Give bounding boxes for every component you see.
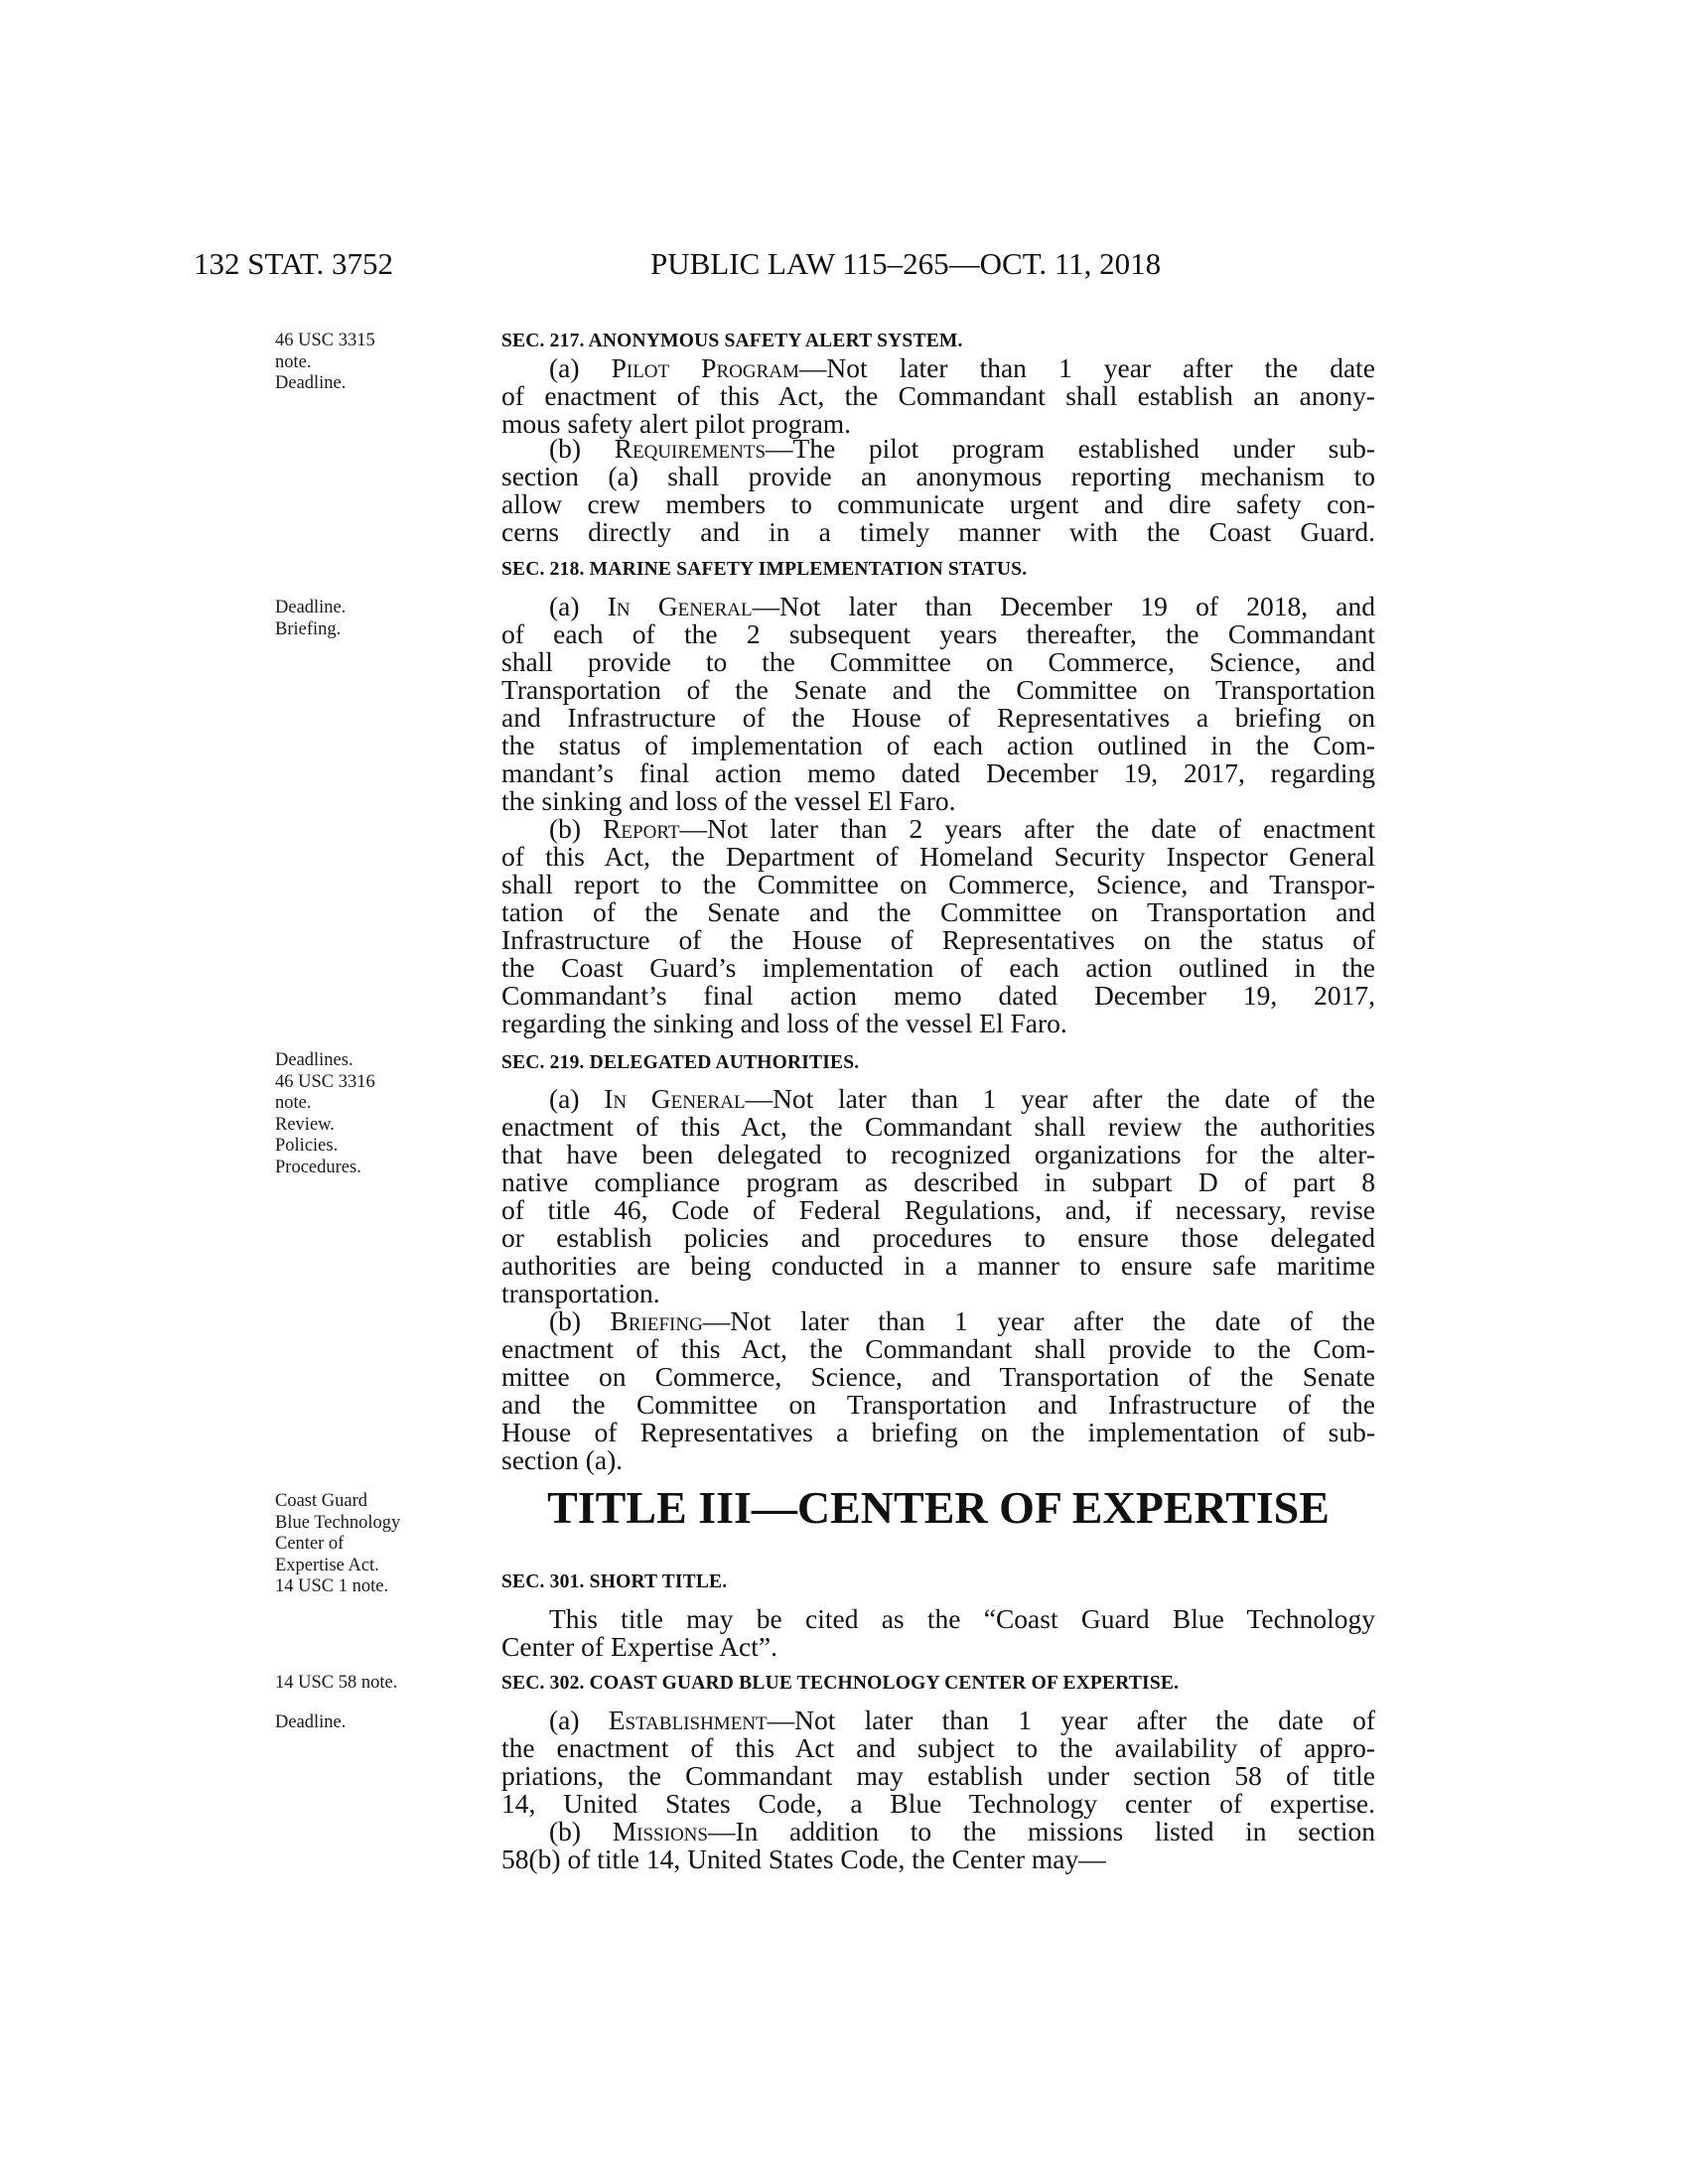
paragraph-line: Commandant’s final action memo dated December 19, 2017, (501, 980, 1375, 1011)
section-heading-218: SEC. 218. MARINE SAFETY IMPLEMENTATION STATUS. (501, 559, 1028, 580)
margin-note-line: Deadlines. (275, 1050, 353, 1070)
margin-note-line: Blue Technology (275, 1512, 401, 1533)
paragraph-line: regarding the sinking and loss of the vessel El Faro. (501, 1008, 1067, 1038)
paragraph-line: Transportation of the Senate and the Committee on Transportation (501, 674, 1375, 705)
paragraph-line: 14, United States Code, a Blue Technology center of expertise. (501, 1788, 1375, 1819)
paragraph-line: This title may be cited as the “Coast Guard Blue Technology (549, 1603, 1375, 1634)
paragraph-line: native compliance program as described in subpart D of part 8 (501, 1166, 1375, 1197)
paragraph-218a (501, 593, 1375, 815)
section-heading-219: SEC. 219. DELEGATED AUTHORITIES. (501, 1052, 860, 1073)
paragraph-line: and Infrastructure of the House of Representatives a briefing on (501, 702, 1375, 733)
paragraph-line: (a) In General—Not later than 1 year after the date of the (549, 1083, 1375, 1114)
paragraph-line: of title 46, Code of Federal Regulations, and, if necessary, revise (501, 1194, 1375, 1225)
paragraph-302b (501, 1818, 1375, 1873)
paragraph-line: and the Committee on Transportation and Infrastructure of the (501, 1389, 1375, 1420)
paragraph-219b (501, 1307, 1375, 1474)
paragraph-line: authorities are being conducted in a manner to ensure safe maritime (501, 1250, 1375, 1281)
paragraph-217a (501, 354, 1375, 438)
paragraph-line: priations, the Commandant may establish under section 58 of title (501, 1760, 1375, 1791)
margin-note-line: Center of (275, 1534, 345, 1554)
margin-note-line: 14 USC 1 note. (275, 1576, 389, 1596)
margin-note-line: note. (275, 1093, 312, 1113)
margin-note-line: Expertise Act. (275, 1555, 379, 1575)
paragraph-line: (b) Requirements—The pilot program established under sub- (549, 433, 1375, 464)
paragraph-line: that have been delegated to recognized organizations for the alter- (501, 1139, 1375, 1169)
paragraph-line: of each of the 2 subsequent years thereafter, the Commandant (501, 618, 1375, 649)
margin-note-line: note. (275, 351, 312, 372)
paragraph-301 (501, 1605, 1375, 1661)
paragraph-302a (501, 1706, 1375, 1818)
margin-note-line: 46 USC 3316 (275, 1071, 375, 1092)
margin-note-title3 (275, 1491, 469, 1598)
paragraph-line: of enactment of this Act, the Commandant shall establish an anony- (501, 380, 1375, 411)
margin-note-line: Procedures. (275, 1157, 361, 1177)
paragraph-219a (501, 1085, 1375, 1307)
public-law-citation: PUBLIC LAW 115–265—OCT. 11, 2018 (650, 246, 1162, 281)
paragraph-line: (a) Pilot Program—Not later than 1 year after the date (549, 352, 1375, 383)
paragraph-line: mous safety alert pilot program. (501, 408, 852, 439)
paragraph-line: (b) Report—Not later than 2 years after the date of enactment (549, 813, 1375, 844)
paragraph-line: mittee on Commerce, Science, and Transportation of the Senate (501, 1361, 1375, 1392)
paragraph-line: House of Representatives a briefing on the implementation of sub- (501, 1417, 1375, 1447)
margin-note-line: Briefing. (275, 618, 342, 639)
margin-note-sec218 (275, 598, 469, 640)
paragraph-line: the enactment of this Act and subject to the availability of appro- (501, 1732, 1375, 1763)
paragraph-line: shall report to the Committee on Commerce, Science, and Transpor- (501, 869, 1375, 899)
paragraph-line: (a) In General—Not later than December 19 of 2018, and (549, 591, 1375, 621)
section-heading-217: SEC. 217. ANONYMOUS SAFETY ALERT SYSTEM. (501, 331, 963, 351)
paragraph-line: shall provide to the Committee on Commerce, Science, and (501, 646, 1375, 677)
margin-note-sec217 (275, 331, 469, 395)
paragraph-218b (501, 815, 1375, 1037)
title-heading: TITLE III—CENTER OF EXPERTISE (547, 1482, 1330, 1533)
margin-note-sec302a (275, 1712, 469, 1734)
paragraph-line: tation of the Senate and the Committee on Transportation and (501, 896, 1375, 927)
paragraph-line: mandant’s final action memo dated December 19, 2017, regarding (501, 757, 1375, 788)
paragraph-line: section (a). (501, 1444, 624, 1475)
margin-note-line: Review. (275, 1114, 335, 1135)
paragraph-line: transportation. (501, 1278, 660, 1308)
paragraph-line: (b) Briefing—Not later than 1 year after the date of the (549, 1305, 1375, 1336)
paragraph-line: of this Act, the Department of Homeland Security Inspector General (501, 841, 1375, 872)
margin-note-line: Coast Guard (275, 1491, 367, 1511)
paragraph-line: (b) Missions—In addition to the missions listed in section (549, 1816, 1375, 1846)
margin-note-sec302 (275, 1673, 469, 1695)
paragraph-line: (a) Establishment—Not later than 1 year after the date of (549, 1705, 1375, 1735)
paragraph-line: 58(b) of title 14, United States Code, the Center may— (501, 1843, 1106, 1874)
paragraph-line: enactment of this Act, the Commandant shall provide to the Com- (501, 1333, 1375, 1364)
section-heading-302: SEC. 302. COAST GUARD BLUE TECHNOLOGY CENTER OF EXPERTISE. (501, 1673, 1180, 1694)
paragraph-line: Center of Expertise Act”. (501, 1631, 777, 1662)
paragraph-line: or establish policies and procedures to ensure those delegated (501, 1222, 1375, 1253)
margin-note-line: Deadline. (275, 598, 347, 617)
margin-note-line: 46 USC 3315 (275, 331, 375, 350)
paragraph-217b (501, 435, 1375, 546)
section-heading-301: SEC. 301. SHORT TITLE. (501, 1571, 728, 1592)
margin-note-sec219 (275, 1050, 469, 1178)
paragraph-line: the sinking and loss of the vessel El Faro. (501, 785, 956, 816)
margin-note-line: Policies. (275, 1136, 339, 1156)
paragraph-line: cerns directly and in a timely manner with the Coast Guard. (501, 516, 1375, 547)
paragraph-line: enactment of this Act, the Commandant shall review the authorities (501, 1111, 1375, 1142)
page-header (194, 246, 1375, 290)
paragraph-line: allow crew members to communicate urgent and dire safety con- (501, 488, 1375, 519)
paragraph-line: the status of implementation of each action outlined in the Com- (501, 730, 1375, 760)
margin-note-line: Deadline. (275, 1712, 347, 1732)
margin-note-line: Deadline. (275, 373, 347, 393)
paragraph-line: the Coast Guard’s implementation of each action outlined in the (501, 952, 1375, 983)
margin-note-line: 14 USC 58 note. (275, 1673, 398, 1693)
paragraph-line: section (a) shall provide an anonymous reporting mechanism to (501, 461, 1375, 491)
statute-page-number: 132 STAT. 3752 (194, 246, 394, 281)
paragraph-line: Infrastructure of the House of Representatives on the status of (501, 924, 1375, 955)
